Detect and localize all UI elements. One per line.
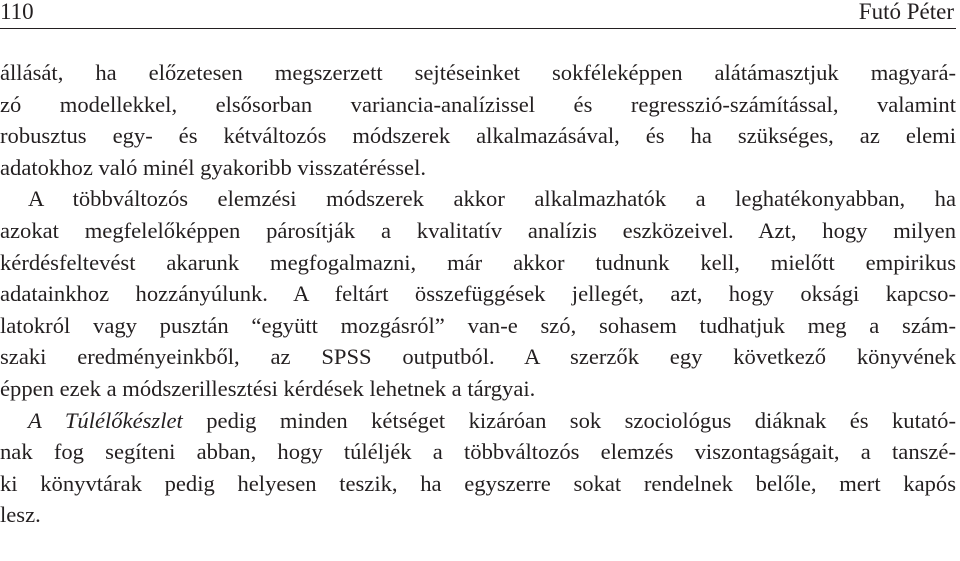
text-line: A többváltozós elemzési módszerek akkor alkalmazhatók a leghatékonyabban, ha — [28, 186, 956, 212]
text-line: lesz. — [0, 502, 41, 528]
text-line: állását, ha előzetesen megszerzett sejtéseinket sokféleképpen alátámasztjuk magyará- — [0, 60, 956, 85]
text-line: éppen ezek a módszerillesztési kérdések lehetnek a tárgyai. — [0, 375, 536, 401]
text-line: azokat megfelelőképpen párosítják a kvalitatív analízis eszközeivel. Azt, hogy milyen — [0, 217, 956, 243]
text-line: adatainkhoz hozzányúlunk. A feltárt összefüggések jellegét, azt, hogy oksági kapcso- — [0, 281, 956, 307]
text-line: ki könyvtárak pedig helyesen teszik, ha egyszerre sokat rendelnek belőle, mert kapós — [0, 470, 956, 496]
page-header — [0, 0, 956, 29]
text-line: nak fog segíteni abban, hogy túléljék a többváltozós elemzés viszontagságait, a tanszé- — [0, 439, 956, 465]
page-number: 110 — [0, 0, 34, 24]
text-line: adatokhoz való minél gyakoribb visszatéréssel. — [0, 154, 427, 180]
text-line: A Túlélőkészlet pedig minden kétséget kizáróan sok szociológus diáknak és kutató- — [28, 407, 956, 433]
body-text — [0, 57, 956, 531]
book-title: A Túlélőkészlet — [28, 407, 183, 433]
text-line: robusztus egy- és kétváltozós módszerek alkalmazásával, és ha szükséges, az elemi — [0, 123, 956, 149]
text-line: zó modellekkel, elsősorban variancia-analízissel és regresszió-számítással, valamint — [0, 91, 956, 117]
text-line: kérdésfeltevést akarunk megfogalmazni, már akkor tudnunk kell, mielőtt empirikus — [0, 249, 956, 275]
running-head-author: Futó Péter — [858, 0, 954, 24]
text-line: szaki eredményeinkből, az SPSS outputból. A szerzők egy következő könyvének — [0, 344, 956, 370]
text-line: latokról vagy pusztán “együtt mozgásról” van-e szó, sohasem tudhatjuk meg a szám- — [0, 312, 956, 338]
